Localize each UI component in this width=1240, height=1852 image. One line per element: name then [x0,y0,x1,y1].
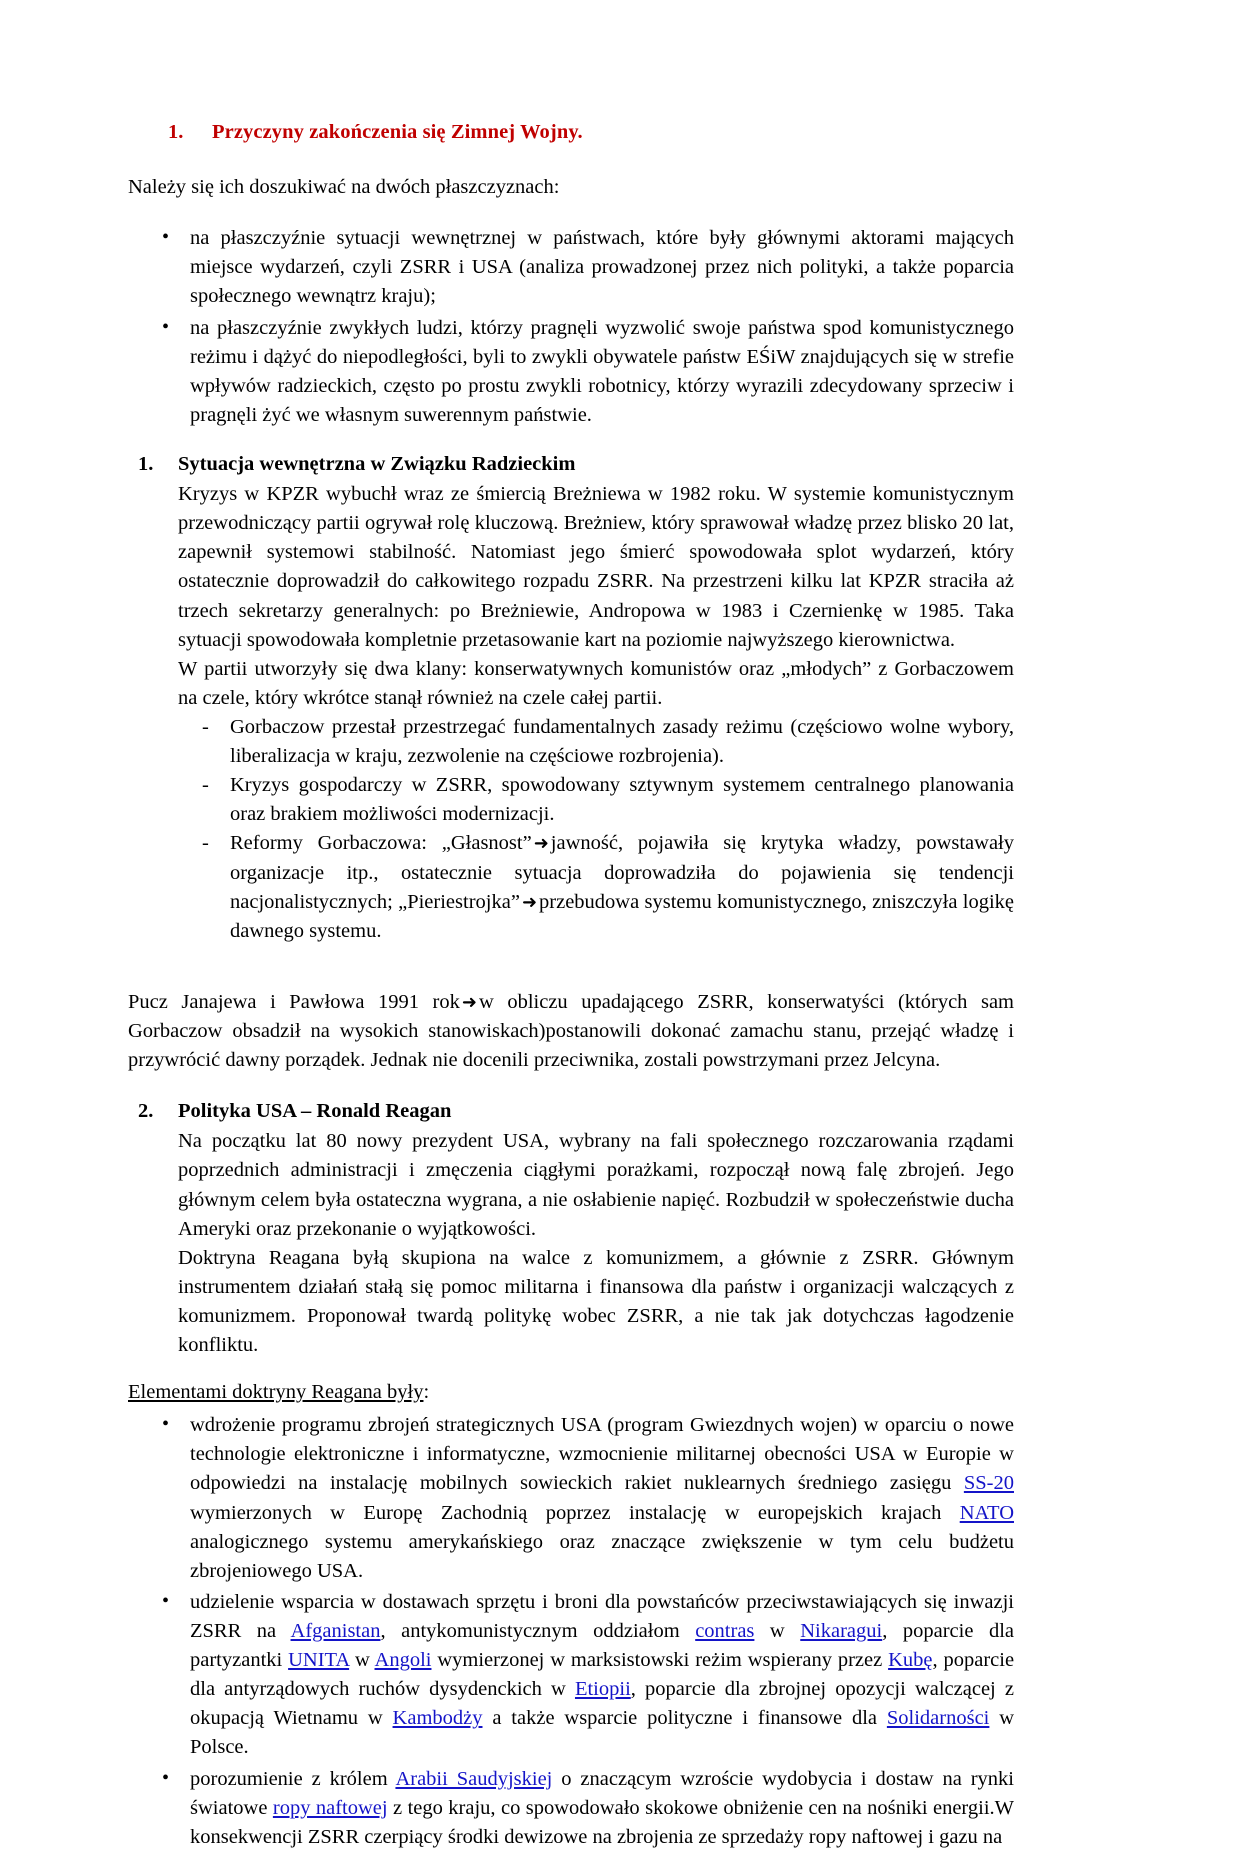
reformy-middle: jawność, pojawiła się krytyka władzy, powstawały organizacje itp., ostatecznie sytuacja doprowadziła do pojawienia się tendencji nacjonalistycznych; „Pieriestrojka” [230,832,1014,913]
document-body [128,118,1014,1852]
list-item: - Gorbaczow przestał przestrzegać fundamentalnych zasady reżimu (częściowo wolne wybory, liberalizacja w kraju, zezwolenie na częściowe rozbrojenia). [178,713,1014,771]
link-kambodzy[interactable]: Kambodży [392,1707,483,1730]
section-sytuacja-wewnetrzna [128,450,1014,946]
bullet-3-part-3: z tego kraju, co spowodowało skokowe obniżenie cen na nośniki energii.W konsekwencji ZSRR czerpiący środki dewizowe na zbrojenia ze sprzedaży ropy naftowej i gazu na [190,1796,1015,1848]
link-unita[interactable]: UNITA [288,1649,350,1672]
doctrine-elements-underlined: Elementami doktryny Reagana były [128,1381,424,1404]
intro-bullet-list [128,224,1014,430]
link-ropy-naftowej[interactable]: ropy naftowej [272,1796,388,1819]
bullet-1-part-1: wdrożenie programu zbrojeń strategicznych USA (program Gwiezdnych wojen) w oparciu o nowe technologie elektroniczne i informatyczne, wzmocnienie militarnej obecności USA w Europie w odpowiedzi na instalację mobilnych sowieckich rakiet nuklearnych średniego zasięgu [190,1414,1014,1495]
link-angoli[interactable]: Angoli [374,1649,432,1672]
list-item [178,829,1014,945]
section-2-heading [128,1097,1014,1126]
section-1-paragraph-1: Kryzys w KPZR wybuchł wraz ze śmiercią Breżniewa w 1982 roku. W systemie komunistycznym przewodniczący partii ogrywał rolę kluczową. Breżniew, który sprawował władzę przez blisko 20 lat, zapewnił systemowi stabilność. Natomiast jego śmierć spowodowała splot wydarzeń, który ostatecznie doprowadził do całkowitego rozpadu ZSRR. Na przestrzeni kilku lat KPZR straciła aż trzech sekretarzy generalnych: po Breżniewie, Andropowa w 1983 i Czernienkę w 1985. Taka sytuacji spowodowała kompletnie przetasowanie kart na poziomie najwyższego kierownictwa. [178,483,1014,651]
bullet-1-part-3: analogicznego systemu amerykańskiego oraz znaczące zwiększenie w tym celu budżetu zbrojeniowego USA. [190,1530,1014,1582]
list-item: - Kryzys gospodarczy w ZSRR, spowodowany sztywnym systemem centralnego planowania oraz brakiem możliwości modernizacji. [178,771,1014,829]
reformy-prefix: Reformy Gorbaczowa: „Głasnost” [230,832,532,855]
bullet-3-part-2: o znaczącym wzroście wydobycia i dostaw na rynki światowe [190,1767,1015,1819]
section-1-body [128,480,1014,713]
intro-paragraph: Należy się ich doszukiwać na dwóch płaszczyznach: [128,176,560,199]
putsch-lead: Pucz Janajewa i Pawłowa 1991 rok [128,990,460,1013]
bullet-2-part-2: , antykomunistycznym oddziałom [380,1620,680,1643]
bullet-2-part-4: , poparcie dla partyzantki [190,1620,1015,1672]
bullet-2-part-3: w [769,1620,785,1643]
link-solidarnosci[interactable]: Solidarności [886,1707,990,1730]
list-item [128,1588,1014,1763]
reformy-suffix: przebudowa systemu komunistycznego, zniszczyła logikę dawnego systemu. [230,890,1015,942]
bullet-2-part-9: a także wsparcie polityczne i finansowe dla [492,1707,878,1730]
arrow-icon: ➜ [533,833,549,855]
section-2-body [128,1127,1014,1360]
section-2-heading-text: Polityka USA – Ronald Reagan [178,1100,452,1123]
arrow-icon: ➜ [521,891,538,913]
bullet-2-part-8: , poparcie dla zbrojnej opozycji walczącej z okupacją Wietnamu w [190,1678,1014,1730]
link-ss20[interactable]: SS-20 [963,1472,1014,1495]
doctrine-elements-colon: : [423,1381,430,1404]
section-1-number: 1. [138,452,154,475]
putsch-paragraph [128,988,1014,1075]
section-2-paragraph-1: Na początku lat 80 nowy prezydent USA, wybrany na fali społecznego rozczarowania rządami poprzednich administracji i zmęczenia ciągłymi porażkami, rozpoczął nową falę zbrojeń. Jego głównym celem była ostateczna wygrana, a nie osłabienie napięć. Rozbudził w społeczeństwie ducha Ameryki oraz przekonanie o wyjątkowości. [178,1130,1014,1240]
link-contras[interactable]: contras [695,1620,755,1643]
bullet-2-part-5: w [354,1649,370,1672]
putsch-rest: w obliczu upadającego ZSRR, konserwatyści (których sam Gorbaczow obsadził na wysokich stanowiskach)postanowili dokonać zamachu stanu, przejąć władzę i przywrócić dawny porządek. Jednak nie docenili przeciwnika, zostali powstrzymani przez Jelcyna. [128,990,1014,1072]
section-1-heading-text: Sytuacja wewnętrzna w Związku Radzieckim [178,452,576,475]
link-arabii-saudyjskiej[interactable]: Arabii Saudyjskiej [395,1767,553,1790]
arrow-icon: ➜ [461,991,477,1013]
section-2-number: 2. [138,1100,154,1123]
bullet-2-part-7: , poparcie dla antyrządowych ruchów dysydenckich w [190,1649,1015,1701]
link-etiopii[interactable]: Etiopii [574,1678,631,1701]
title-text: Przyczyny zakończenia się Zimnej Wojny. [212,121,583,143]
link-nato[interactable]: NATO [959,1501,1014,1524]
bullet-2-part-1: udzielenie wsparcia w dostawach sprzętu i broni dla powstańców przeciwstawiających się inwazji ZSRR na [190,1590,1014,1643]
link-nikaragui[interactable]: Nikaragui [800,1620,883,1643]
bullet-1-part-2: wymierzonych w Europę Zachodnią poprzez instalację w europejskich krajach [190,1501,942,1524]
link-afganistan[interactable]: Afganistan [290,1620,381,1643]
doctrine-elements-lead [128,1378,1014,1407]
bullet-3-part-1: porozumienie z królem [190,1767,388,1790]
link-kube[interactable]: Kubę [888,1649,933,1672]
list-item: • na płaszczyźnie sytuacji wewnętrznej w państwach, które były głównymi aktorami mających miejsce wydarzeń, czyli ZSRR i USA (analiza prowadzonej przez nich polityki, a także poparcia społecznego wewnątrz kraju); [128,224,1014,311]
section-1-paragraph-2: W partii utworzyły się dwa klany: konserwatywnych komunistów oraz „młodych” z Gorbaczowem na czele, który wkrótce stanął również na czele całej partii. [178,657,1014,709]
section-2-paragraph-2: Doktryna Reagana byłą skupiona na walce z komunizmem, a głównie z ZSRR. Głównym instrumentem działań stałą się pomoc militarna i finansowa dla państw i organizacji walczących z komunizmem. Proponował twardą politykę wobec ZSRR, a nie tak jak dotychczas łagodzenie konfliktu. [178,1246,1014,1357]
section-polityka-usa [128,1097,1014,1360]
list-item [128,1765,1014,1852]
bullet-2-part-10: w Polsce. [190,1707,1015,1759]
bullet-2-part-6: wymierzonej w marksistowski reżim wspierany przez [437,1649,883,1672]
list-item [128,1411,1014,1586]
section-1-dash-list [128,713,1014,946]
list-item: • na płaszczyźnie zwykłych ludzi, którzy pragnęli wyzwolić swoje państwa spod komunistycznego reżimu i dążyć do niepodległości, byli to zwykli obywatele państw EŚiW znajdujących się w strefie wpływów radzieckich, często po prostu zwykli robotnicy, którzy wyrazili zdecydowany sprzeciw i pragnęli żyć we własnym suwerennym państwie. [128,314,1014,430]
spacer [128,964,1014,988]
doctrine-bullet-list [128,1411,1014,1852]
document-title [168,118,1014,147]
title-number: 1. [168,121,184,143]
section-1-heading [128,450,1014,479]
